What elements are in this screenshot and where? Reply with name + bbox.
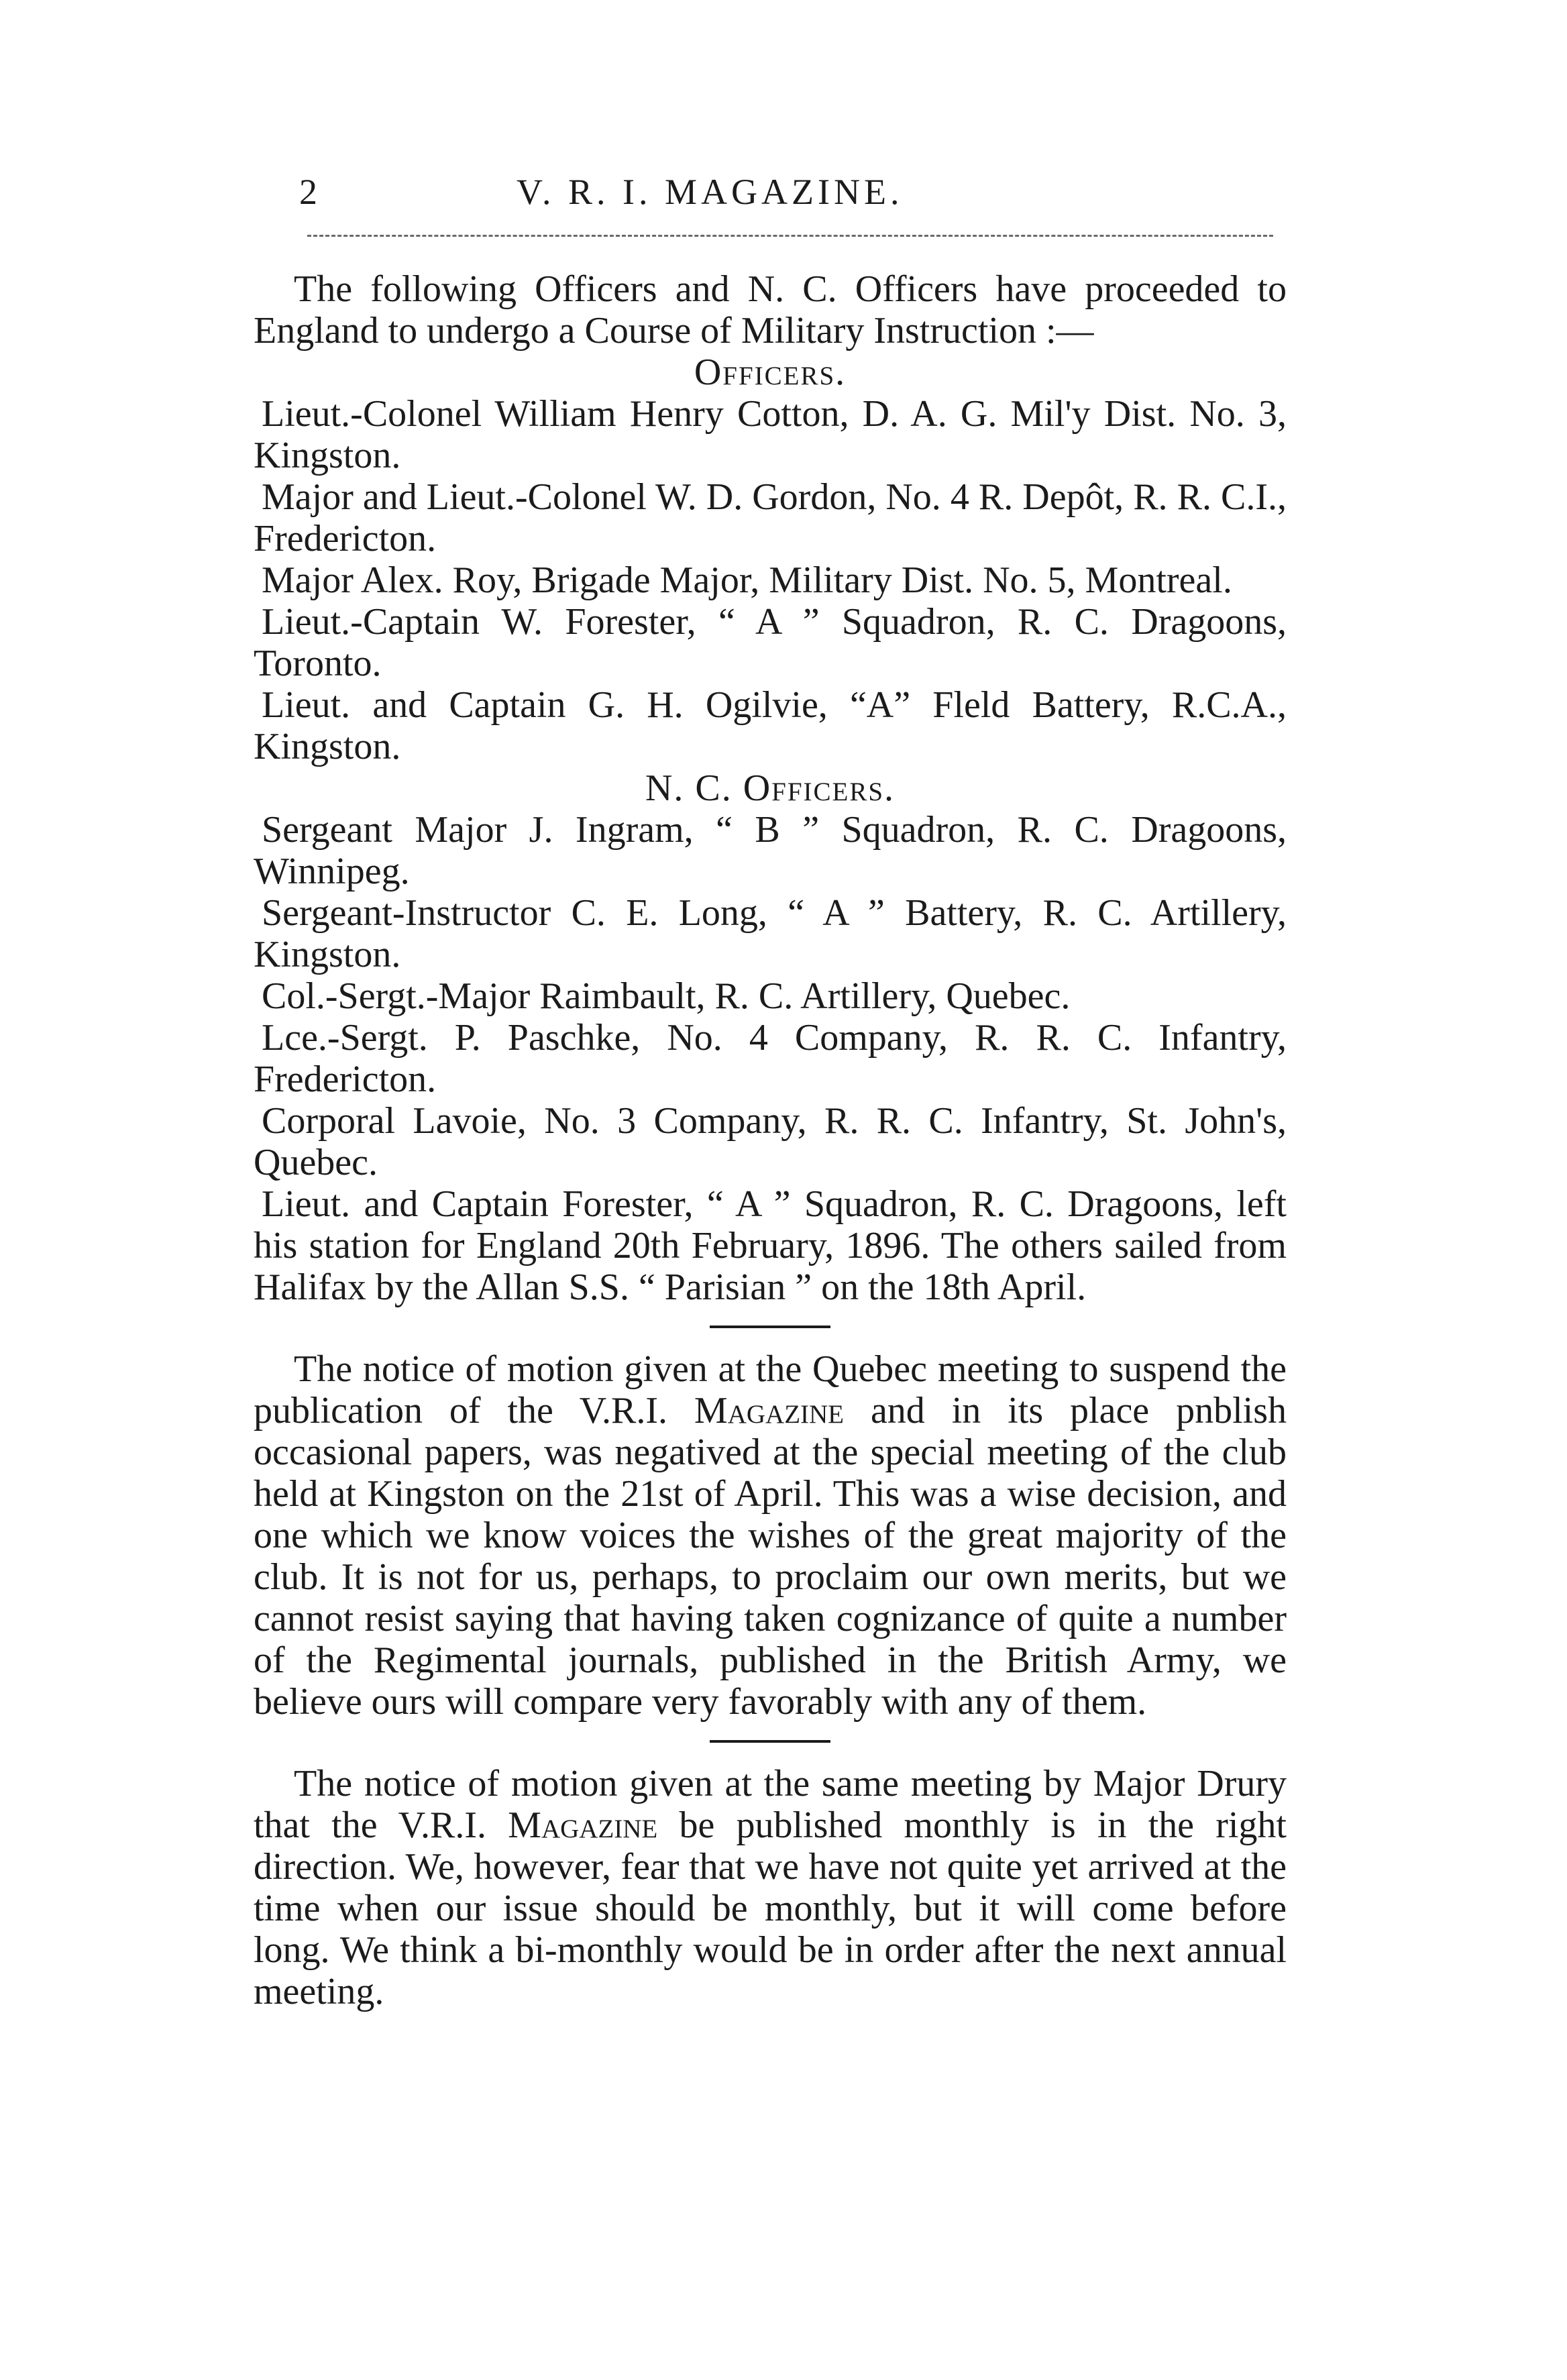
paragraph-text: The notice of motion given at the same meeting by Major Drury that the V.R.I. <box>254 1763 1287 1846</box>
page-number: 2 <box>299 172 319 212</box>
nco-entry: Corporal Lavoie, No. 3 Company, R. R. C. Infantry, St. John's, Quebec. <box>254 1100 1287 1183</box>
nco-entry: Col.-Sergt.-Major Raimbault, R. C. Artillery, Quebec. <box>262 975 1071 1017</box>
intro-paragraph: The following Officers and N. C. Officers have proceeded to England to undergo a Course of Military Instruction :— <box>254 268 1287 351</box>
section-divider <box>710 1326 830 1328</box>
paragraph-text: be published monthly is in the right direction. We, however, fear that we have not quite yet arrived at the time when our issue should be monthly, but it will come before long. We think a bi-monthly would be in order after the next annual meeting. <box>254 1804 1287 2012</box>
running-title: V. R. I. MAGAZINE. <box>517 172 904 212</box>
section-divider <box>710 1740 830 1743</box>
nco-entry: Lieut. and Captain Forester, “ A ” Squadron, R. C. Dragoons, left his station for England 20th February, 1896. The others sailed from Halifax by the Allan S.S. “ Parisian ” on the 18th April. <box>254 1183 1287 1308</box>
paragraph-text: and in its place pnblish occasional papers, was negatived at the special meeting of the club held at Kingston on the 21st of April. This was a wise decision, and one which we know voices the wishes of the great majority of the club. It is not for us, perhaps, to proclaim our own merits, but we cannot resist saying that having taken cognizance of quite a number of the Regimental journals, published in the British Army, we believe ours will compare very favorably with any of them. <box>254 1390 1287 1723</box>
officer-entry: Lieut.-Colonel William Henry Cotton, D. A. G. Mil'y Dist. No. 3, Kingston. <box>254 393 1287 476</box>
monthly-motion-paragraph <box>254 1763 1287 2012</box>
magazine-decision-paragraph <box>254 1348 1287 1723</box>
officer-entry: Major Alex. Roy, Brigade Major, Military Dist. No. 5, Montreal. <box>262 559 1232 601</box>
nco-heading: N. C. Officers. <box>645 767 896 809</box>
nco-entry: Lce.-Sergt. P. Paschke, No. 4 Company, R. R. C. Infantry, Fredericton. <box>254 1017 1287 1100</box>
nco-entry: Sergeant Major J. Ingram, “ B ” Squadron, R. C. Dragoons, Winnipeg. <box>254 809 1287 892</box>
header-rule <box>307 235 1273 237</box>
officer-entry: Lieut. and Captain G. H. Ogilvie, “A” Fleld Battery, R.C.A., Kingston. <box>254 684 1287 767</box>
magazine-name: Magazine <box>508 1804 658 1846</box>
nco-entry: Sergeant-Instructor C. E. Long, “ A ” Battery, R. C. Artillery, Kingston. <box>254 892 1287 975</box>
article-body <box>254 268 1287 2012</box>
page-header <box>254 171 1287 225</box>
officer-entry: Major and Lieut.-Colonel W. D. Gordon, No. 4 R. Depôt, R. R. C.I., Fredericton. <box>254 476 1287 559</box>
magazine-name: Magazine <box>694 1390 845 1431</box>
paragraph-text: The notice of motion given at the Quebec meeting to suspend the publication of the V.R.I. <box>254 1348 1287 1431</box>
officers-heading: Officers. <box>694 351 847 393</box>
officer-entry: Lieut.-Captain W. Forester, “ A ” Squadron, R. C. Dragoons, Toronto. <box>254 601 1287 684</box>
